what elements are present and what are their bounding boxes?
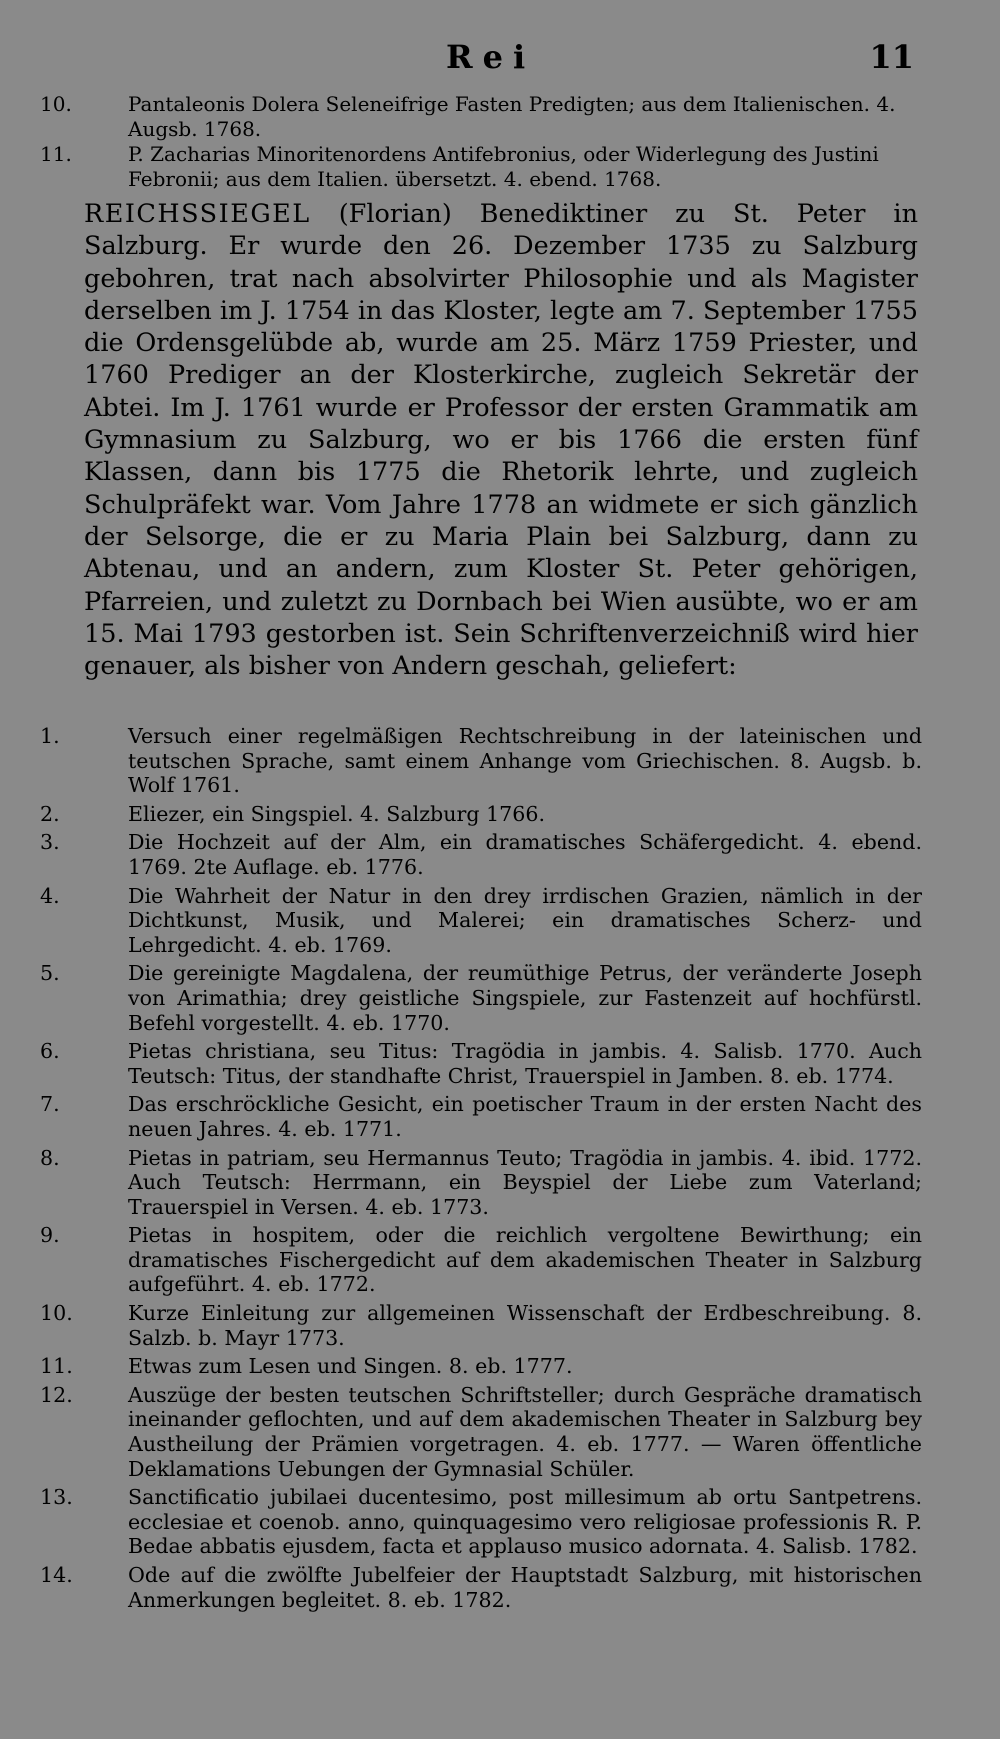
item-text: Eliezer, ein Singspiel. 4. Salzburg 1766. — [128, 801, 546, 826]
list-item — [40, 1382, 922, 1481]
page-number: 11 — [869, 38, 914, 76]
list-item — [40, 1485, 922, 1559]
list-item — [40, 1092, 922, 1141]
item-number: 12. — [40, 1382, 73, 1407]
item-number: 4. — [40, 883, 60, 908]
item-text: Auszüge der besten teutschen Schriftsteller; durch Gespräche dramatisch ineinander geflochten, und auf dem akademischen Theater in Salzburg bey Austheilung der Prämien vorgetragen. 4. eb. 1777. — Waren öffentliche Deklamations Uebungen der Gymnasial Schüler. — [128, 1382, 922, 1481]
item-text: Pietas christiana, seu Titus: Tragödia in jambis. 4. Salisb. 1770. Auch Teutsch: Titus, der standhafte Christ, Trauerspiel in Jamben. 8. eb. 1774. — [128, 1039, 922, 1088]
list-item — [40, 1223, 922, 1297]
item-text: Die Wahrheit der Natur in den drey irrdischen Grazien, nämlich in der Dichtkunst, Musik, und Malerei; ein dramatisches Scherz- und Lehrgedicht. 4. eb. 1769. — [128, 883, 922, 957]
list-item — [40, 883, 922, 958]
item-number: 1. — [40, 724, 60, 748]
prev-entry — [40, 142, 966, 192]
item-text: Ode auf die zwölfte Jubelfeier der Hauptstadt Salzburg, mit historischen Anmerkungen begleitet. 8. eb. 1782. — [128, 1563, 922, 1612]
item-text: Versuch einer regelmäßigen Rechtschreibung in der lateinischen und teutschen Sprache, samt einem Anhange vom Griechischen. 8. Augsb. b. Wolf 1761. — [128, 724, 922, 798]
page-header — [84, 38, 914, 78]
item-text: Pietas in hospitem, oder die reichlich vergoltene Bewirthung; ein dramatisches Fischergedicht auf dem akademischen Theater in Salzburg aufgeführt. 4. eb. 1772. — [128, 1223, 922, 1297]
item-number: 13. — [40, 1485, 73, 1510]
item-number: 14. — [40, 1563, 73, 1587]
item-text: Pietas in patriam, seu Hermannus Teuto; Tragödia in jambis. 4. ibid. 1772. Auch Teutsch: Herrmann, ein Beyspiel der Liebe zum Vaterland; Trauerspiel in Versen. 4. eb. 1773. — [128, 1145, 922, 1219]
item-text: Kurze Einleitung zur allgemeinen Wissenschaft der Erdbeschreibung. 8. Salzb. b. Mayr 1773. — [128, 1301, 922, 1350]
item-number: 5. — [40, 961, 60, 986]
list-item — [40, 801, 922, 827]
entry-number: 10. — [40, 92, 72, 116]
list-item — [40, 724, 922, 798]
article-heading: REICHSSIEGEL — [84, 199, 311, 229]
list-item — [40, 1563, 922, 1612]
article-body: (Florian) Benediktiner zu St. Peter in Salzburg. Er wurde den 26. Dezember 1735 zu Salzburg gebohren, trat nach absolvirter Philosophie und als Magister derselben im J. 1754 in das Kloster, legte am 7. September 1755 die Ordensgelübde ab, wurde am 25. März 1759 Priester, und 1760 Prediger an der Klosterkirche, zugleich Sekretär der Abtei. Im J. 1761 wurde er Professor der ersten Grammatik am Gymnasium zu Salzburg, wo er bis 1766 die ersten fünf Klassen, dann bis 1775 die Rhetorik lehrte, und zugleich Schulpräfekt war. Vom Jahre 1778 an widmete er sich gänzlich der Selsorge, die er zu Maria Plain bei Salzburg, dann zu Abtenau, und an andern, zum Kloster St. Peter gehörigen, Pfarreien, und zuletzt zu Dornbach bei Wien ausübte, wo er am 15. Mai 1793 gestorben ist. Sein Schriftenverzeichniß wird hier genauer, als bisher von Andern geschah, geliefert: — [84, 199, 919, 682]
entry-text: Pantaleonis Dolera Seleneifrige Fasten Predigten; aus dem Italienischen. 4. Augsb. 1768. — [128, 92, 896, 141]
item-number: 3. — [40, 830, 60, 855]
item-text: Etwas zum Lesen und Singen. 8. eb. 1777. — [128, 1354, 573, 1379]
list-item — [40, 1145, 922, 1220]
item-number: 11. — [40, 1354, 73, 1379]
works-list — [40, 724, 922, 1616]
item-number: 10. — [40, 1301, 73, 1326]
list-item — [40, 1354, 922, 1379]
item-text: Das erschröckliche Gesicht, ein poetischer Traum in der ersten Nacht des neuen Jahres. 4. eb. 1771. — [128, 1092, 922, 1141]
item-number: 9. — [40, 1223, 60, 1248]
item-number: 2. — [40, 801, 60, 826]
item-text: Sanctificatio jubilaei ducentesimo, post millesimum ab ortu Santpetrens. ecclesiae et coenob. anno, quinquagesimo vero religiosae professionis R. P. Bedae abbatis ejusdem, facta et applauso musico adornata. 4. Salisb. 1782. — [128, 1485, 922, 1559]
list-item — [40, 961, 922, 1035]
list-item — [40, 830, 922, 879]
item-number: 7. — [40, 1092, 60, 1117]
prev-entry — [40, 92, 966, 142]
item-text: Die Hochzeit auf der Alm, ein dramatisches Schäfergedicht. 4. ebend. 1769. 2te Auflage. eb. 1776. — [128, 830, 922, 879]
entry-text: P. Zacharias Minoritenordens Antifebronius, oder Widerlegung des Justini Febronii; aus dem Italien. übersetzt. 4. ebend. 1768. — [128, 142, 879, 191]
list-item — [40, 1301, 922, 1350]
list-item — [40, 1039, 922, 1088]
entry-number: 11. — [40, 142, 72, 166]
item-number: 6. — [40, 1039, 60, 1064]
item-number: 8. — [40, 1145, 60, 1170]
running-head: Rei — [446, 38, 536, 76]
item-text: Die gereinigte Magdalena, der reumüthige Petrus, der veränderte Joseph von Arimathia; drey geistliche Singspiele, zur Fastenzeit auf hochfürstl. Befehl vorgestellt. 4. eb. 1770. — [128, 961, 922, 1035]
biography-article — [84, 198, 918, 682]
